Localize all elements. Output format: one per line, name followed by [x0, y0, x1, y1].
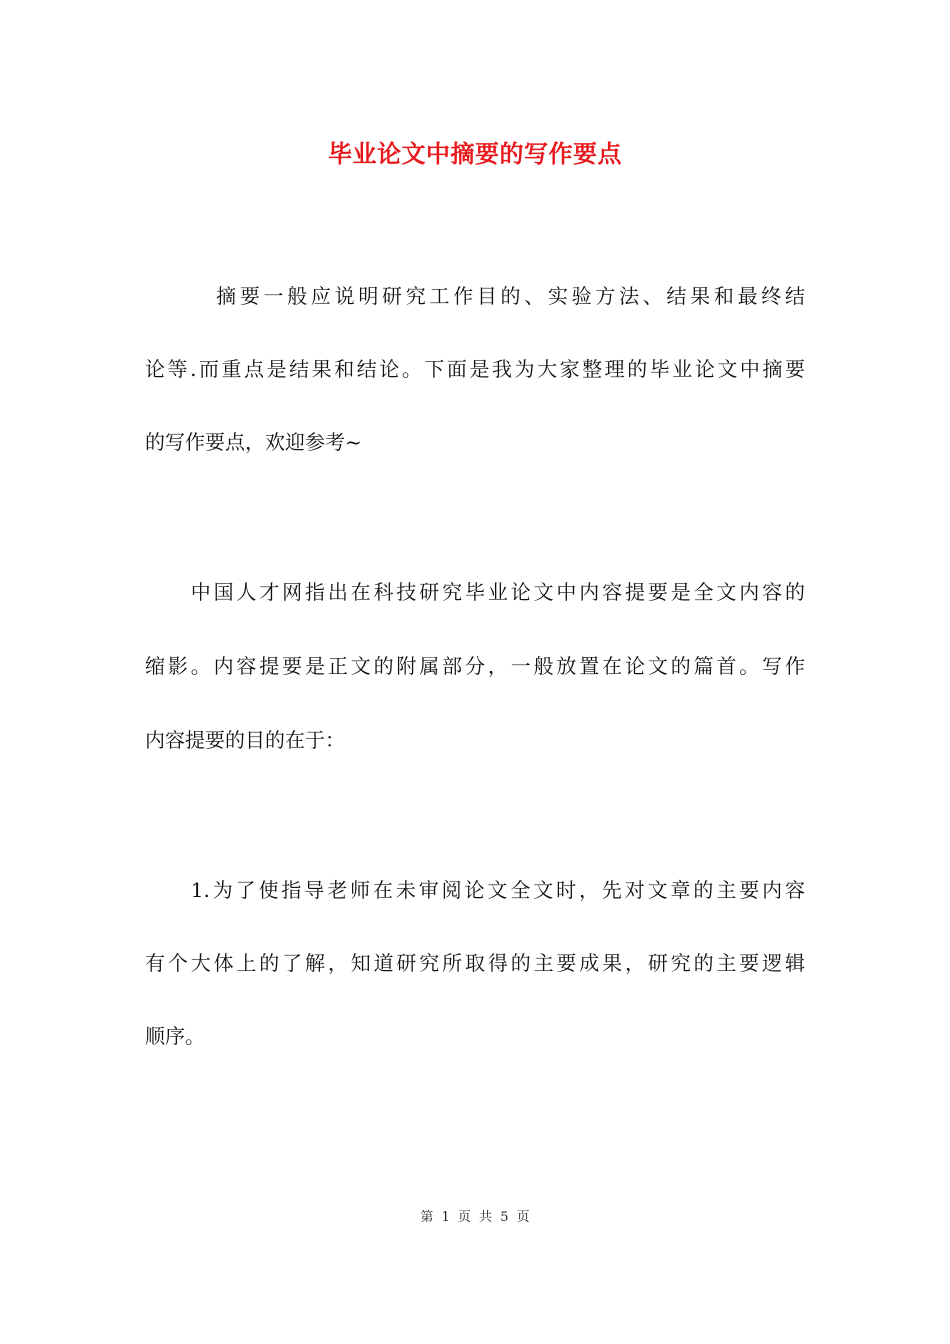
paragraph-2-line-2: 缩影。内容提要是正文的附属部分，一般放置在论文的篇首。写作	[145, 654, 805, 678]
paragraph-2-line-3: 内容提要的目的在于：	[145, 728, 345, 752]
paragraph-1-line-3: 的写作要点，欢迎参考~	[145, 430, 362, 454]
paragraph-3-line-1: 1.为了使指导老师在未审阅论文全文时，先对文章的主要内容	[145, 878, 805, 902]
paragraph-3-line-3: 顺序。	[145, 1024, 205, 1048]
document-title: 毕业论文中摘要的写作要点	[328, 139, 622, 168]
paragraph-1-line-1: 摘要一般应说明研究工作目的、实验方法、结果和最终结	[145, 284, 805, 308]
page-footer: 第 1 页 共 5 页	[420, 1210, 530, 1225]
paragraph-2-line-1: 中国人才网指出在科技研究毕业论文中内容提要是全文内容的	[145, 580, 805, 604]
paragraph-3-line-2: 有个大体上的了解，知道研究所取得的主要成果，研究的主要逻辑	[145, 951, 805, 975]
paragraph-1-line-2: 论等.而重点是结果和结论。下面是我为大家整理的毕业论文中摘要	[145, 357, 805, 381]
